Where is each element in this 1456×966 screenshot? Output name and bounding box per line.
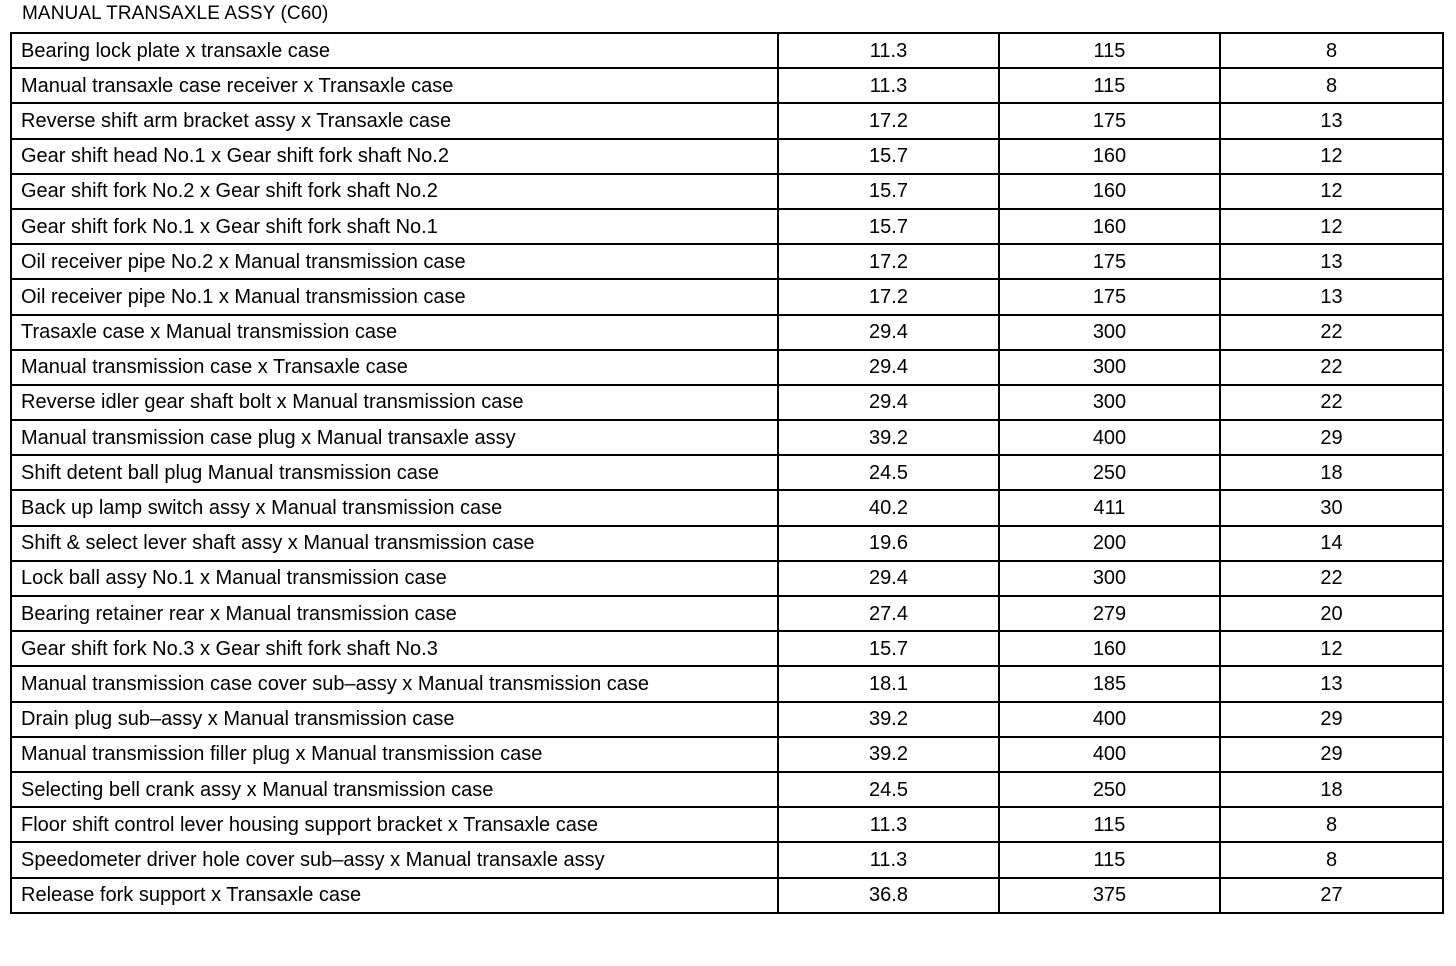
cell-torque-nm: 11.3 [778,807,999,842]
table-row [11,455,1443,490]
table-row [11,420,1443,455]
cell-torque-kgf-cm: 250 [999,455,1220,490]
cell-torque-kgf-cm: 115 [999,68,1220,103]
table-row [11,385,1443,420]
cell-torque-kgf-cm: 175 [999,103,1220,138]
cell-torque-ft-lbf: 8 [1220,842,1443,877]
table-row [11,772,1443,807]
cell-part-name: Floor shift control lever housing support bracket x Transaxle case [11,807,778,842]
cell-torque-nm: 15.7 [778,631,999,666]
cell-part-name: Shift & select lever shaft assy x Manual transmission case [11,526,778,561]
cell-torque-nm: 19.6 [778,526,999,561]
cell-torque-ft-lbf: 13 [1220,244,1443,279]
cell-torque-kgf-cm: 400 [999,702,1220,737]
cell-part-name: Gear shift fork No.3 x Gear shift fork shaft No.3 [11,631,778,666]
table-row [11,33,1443,68]
cell-torque-ft-lbf: 22 [1220,315,1443,350]
cell-torque-ft-lbf: 12 [1220,174,1443,209]
cell-torque-ft-lbf: 12 [1220,631,1443,666]
cell-torque-kgf-cm: 279 [999,596,1220,631]
cell-part-name: Drain plug sub–assy x Manual transmission case [11,702,778,737]
cell-torque-kgf-cm: 411 [999,490,1220,525]
cell-torque-kgf-cm: 160 [999,174,1220,209]
cell-torque-nm: 39.2 [778,702,999,737]
cell-torque-nm: 39.2 [778,420,999,455]
cell-part-name: Oil receiver pipe No.1 x Manual transmission case [11,279,778,314]
cell-part-name: Trasaxle case x Manual transmission case [11,315,778,350]
cell-torque-nm: 17.2 [778,279,999,314]
cell-part-name: Manual transmission case plug x Manual transaxle assy [11,420,778,455]
cell-torque-ft-lbf: 18 [1220,455,1443,490]
cell-torque-ft-lbf: 18 [1220,772,1443,807]
table-row [11,807,1443,842]
table-row [11,666,1443,701]
table-row [11,68,1443,103]
torque-spec-table [10,32,1444,914]
cell-torque-kgf-cm: 115 [999,807,1220,842]
table-row [11,315,1443,350]
cell-part-name: Manual transmission case cover sub–assy x Manual transmission case [11,666,778,701]
cell-torque-ft-lbf: 22 [1220,385,1443,420]
cell-torque-kgf-cm: 300 [999,315,1220,350]
cell-part-name: Selecting bell crank assy x Manual transmission case [11,772,778,807]
cell-torque-nm: 29.4 [778,561,999,596]
table-row [11,279,1443,314]
cell-part-name: Gear shift fork No.2 x Gear shift fork shaft No.2 [11,174,778,209]
cell-torque-ft-lbf: 8 [1220,33,1443,68]
cell-torque-kgf-cm: 300 [999,350,1220,385]
cell-torque-ft-lbf: 29 [1220,420,1443,455]
cell-torque-ft-lbf: 8 [1220,807,1443,842]
table-row [11,526,1443,561]
cell-torque-nm: 15.7 [778,209,999,244]
cell-torque-kgf-cm: 160 [999,209,1220,244]
cell-part-name: Back up lamp switch assy x Manual transmission case [11,490,778,525]
cell-torque-kgf-cm: 250 [999,772,1220,807]
cell-part-name: Reverse shift arm bracket assy x Transaxle case [11,103,778,138]
table-row [11,631,1443,666]
cell-part-name: Manual transmission case x Transaxle case [11,350,778,385]
cell-torque-kgf-cm: 375 [999,878,1220,913]
cell-part-name: Manual transaxle case receiver x Transaxle case [11,68,778,103]
cell-torque-kgf-cm: 175 [999,279,1220,314]
cell-torque-kgf-cm: 115 [999,33,1220,68]
cell-torque-kgf-cm: 400 [999,420,1220,455]
cell-torque-nm: 15.7 [778,174,999,209]
cell-torque-ft-lbf: 8 [1220,68,1443,103]
cell-torque-ft-lbf: 12 [1220,139,1443,174]
cell-part-name: Gear shift fork No.1 x Gear shift fork shaft No.1 [11,209,778,244]
cell-part-name: Lock ball assy No.1 x Manual transmission case [11,561,778,596]
cell-torque-ft-lbf: 30 [1220,490,1443,525]
cell-torque-ft-lbf: 29 [1220,702,1443,737]
cell-torque-kgf-cm: 160 [999,631,1220,666]
cell-part-name: Bearing retainer rear x Manual transmission case [11,596,778,631]
cell-torque-ft-lbf: 20 [1220,596,1443,631]
cell-torque-ft-lbf: 22 [1220,561,1443,596]
cell-part-name: Oil receiver pipe No.2 x Manual transmission case [11,244,778,279]
table-row [11,878,1443,913]
cell-part-name: Speedometer driver hole cover sub–assy x Manual transaxle assy [11,842,778,877]
cell-torque-nm: 24.5 [778,455,999,490]
table-row [11,842,1443,877]
cell-torque-nm: 36.8 [778,878,999,913]
cell-torque-nm: 29.4 [778,350,999,385]
cell-torque-kgf-cm: 115 [999,842,1220,877]
cell-part-name: Reverse idler gear shaft bolt x Manual transmission case [11,385,778,420]
cell-torque-kgf-cm: 185 [999,666,1220,701]
table-row [11,350,1443,385]
cell-part-name: Bearing lock plate x transaxle case [11,33,778,68]
page-title: MANUAL TRANSAXLE ASSY (C60) [22,3,329,24]
cell-torque-kgf-cm: 200 [999,526,1220,561]
cell-torque-nm: 24.5 [778,772,999,807]
cell-torque-nm: 17.2 [778,244,999,279]
cell-torque-ft-lbf: 13 [1220,666,1443,701]
table-row [11,244,1443,279]
table-row [11,490,1443,525]
cell-torque-ft-lbf: 27 [1220,878,1443,913]
cell-torque-kgf-cm: 175 [999,244,1220,279]
cell-torque-nm: 39.2 [778,737,999,772]
cell-part-name: Manual transmission filler plug x Manual transmission case [11,737,778,772]
table-body [11,33,1443,913]
cell-torque-nm: 18.1 [778,666,999,701]
cell-torque-ft-lbf: 13 [1220,103,1443,138]
cell-part-name: Gear shift head No.1 x Gear shift fork shaft No.2 [11,139,778,174]
cell-part-name: Shift detent ball plug Manual transmission case [11,455,778,490]
table-row [11,596,1443,631]
table-row [11,139,1443,174]
table-row [11,174,1443,209]
cell-torque-kgf-cm: 300 [999,385,1220,420]
cell-torque-ft-lbf: 14 [1220,526,1443,561]
cell-torque-nm: 29.4 [778,385,999,420]
cell-torque-nm: 11.3 [778,33,999,68]
cell-torque-nm: 15.7 [778,139,999,174]
cell-torque-nm: 40.2 [778,490,999,525]
table-row [11,702,1443,737]
cell-torque-kgf-cm: 160 [999,139,1220,174]
cell-torque-ft-lbf: 12 [1220,209,1443,244]
cell-torque-kgf-cm: 400 [999,737,1220,772]
cell-torque-ft-lbf: 22 [1220,350,1443,385]
cell-torque-nm: 11.3 [778,842,999,877]
cell-torque-ft-lbf: 29 [1220,737,1443,772]
cell-torque-nm: 29.4 [778,315,999,350]
table-row [11,209,1443,244]
cell-torque-nm: 11.3 [778,68,999,103]
cell-torque-ft-lbf: 13 [1220,279,1443,314]
cell-part-name: Release fork support x Transaxle case [11,878,778,913]
cell-torque-nm: 27.4 [778,596,999,631]
table-row [11,737,1443,772]
cell-torque-kgf-cm: 300 [999,561,1220,596]
table-row [11,561,1443,596]
table-row [11,103,1443,138]
cell-torque-nm: 17.2 [778,103,999,138]
